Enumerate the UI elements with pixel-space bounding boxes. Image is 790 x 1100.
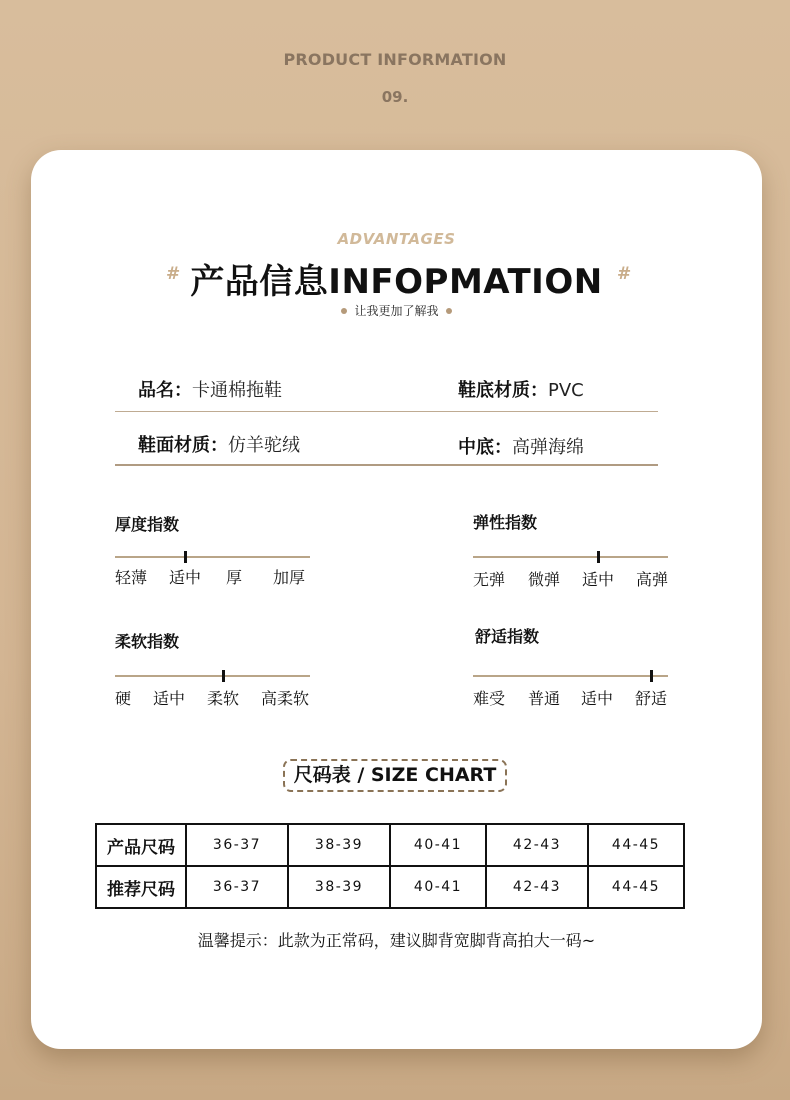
table-row bbox=[96, 824, 684, 866]
index-label: 加厚 bbox=[273, 568, 306, 587]
table-cell: 38-39 bbox=[288, 866, 390, 908]
table-cell: 36-37 bbox=[186, 824, 288, 866]
dot-left-icon bbox=[341, 308, 347, 314]
table-cell: 40-41 bbox=[390, 824, 486, 866]
index-title: 弹性指数 bbox=[473, 513, 538, 532]
table-cell: 42-43 bbox=[486, 866, 588, 908]
index-label: 普通 bbox=[528, 689, 561, 708]
index-label: 厚 bbox=[226, 568, 243, 587]
index-label: 难受 bbox=[473, 689, 506, 708]
hash-right-icon: # bbox=[617, 264, 632, 284]
size-chart-title: 尺码表 / SIZE CHART bbox=[283, 759, 507, 792]
sizing-tip: 温馨提示：此款为正常码，建议脚背宽脚背高拍大一码~ bbox=[197, 931, 596, 950]
index-label: 适中 bbox=[581, 689, 614, 708]
info-mid bbox=[458, 433, 584, 459]
index-marker bbox=[597, 551, 600, 563]
info-name-value: 卡通棉拖鞋 bbox=[192, 380, 282, 401]
table-cell: 40-41 bbox=[390, 866, 486, 908]
info-sole-key: 鞋底材质： bbox=[458, 380, 548, 401]
index-label: 高柔软 bbox=[261, 689, 310, 708]
table-cell: 36-37 bbox=[186, 866, 288, 908]
info-divider-2 bbox=[115, 464, 658, 466]
hash-left-icon: # bbox=[166, 264, 181, 284]
info-divider-1 bbox=[115, 411, 658, 412]
index-line bbox=[473, 675, 668, 677]
page-heading: PRODUCT INFORMATION bbox=[283, 50, 507, 69]
index-label: 适中 bbox=[582, 570, 615, 589]
info-card bbox=[31, 150, 762, 1049]
index-title: 厚度指数 bbox=[115, 515, 180, 534]
size-table bbox=[95, 823, 685, 909]
index-title: 舒适指数 bbox=[475, 627, 540, 646]
index-marker bbox=[650, 670, 653, 682]
index-title: 柔软指数 bbox=[115, 632, 180, 651]
info-upper bbox=[138, 431, 300, 457]
table-row bbox=[96, 866, 684, 908]
index-label: 无弹 bbox=[473, 570, 506, 589]
info-upper-value: 仿羊驼绒 bbox=[228, 435, 300, 456]
info-name bbox=[138, 376, 282, 402]
index-line bbox=[115, 675, 310, 677]
table-cell: 44-45 bbox=[588, 866, 684, 908]
table-row-head: 推荐尺码 bbox=[96, 866, 186, 908]
table-row-head: 产品尺码 bbox=[96, 824, 186, 866]
card-title: 产品信息INFOPMATION bbox=[190, 262, 603, 302]
index-line bbox=[115, 556, 310, 558]
index-label: 高弹 bbox=[636, 570, 669, 589]
info-mid-value: 高弹海绵 bbox=[512, 437, 584, 458]
info-name-key: 品名： bbox=[138, 380, 192, 401]
table-cell: 38-39 bbox=[288, 824, 390, 866]
info-upper-key: 鞋面材质： bbox=[138, 435, 228, 456]
dot-right-icon bbox=[446, 308, 452, 314]
index-marker bbox=[222, 670, 225, 682]
index-label: 微弹 bbox=[528, 570, 561, 589]
section-number: 09. bbox=[381, 88, 409, 106]
info-sole-value: PVC bbox=[548, 380, 584, 401]
table-cell: 42-43 bbox=[486, 824, 588, 866]
advantages-label: ADVANTAGES bbox=[337, 230, 456, 248]
index-label: 轻薄 bbox=[115, 568, 148, 587]
index-line bbox=[473, 556, 668, 558]
card-subtitle bbox=[31, 302, 762, 319]
index-marker bbox=[184, 551, 187, 563]
index-label: 适中 bbox=[169, 568, 202, 587]
subtitle-text: 让我更加了解我 bbox=[354, 304, 439, 318]
info-sole bbox=[458, 376, 584, 402]
index-label: 舒适 bbox=[635, 689, 668, 708]
index-label: 硬 bbox=[115, 689, 132, 708]
index-label: 适中 bbox=[153, 689, 186, 708]
table-cell: 44-45 bbox=[588, 824, 684, 866]
info-mid-key: 中底： bbox=[458, 437, 512, 458]
index-label: 柔软 bbox=[207, 689, 240, 708]
